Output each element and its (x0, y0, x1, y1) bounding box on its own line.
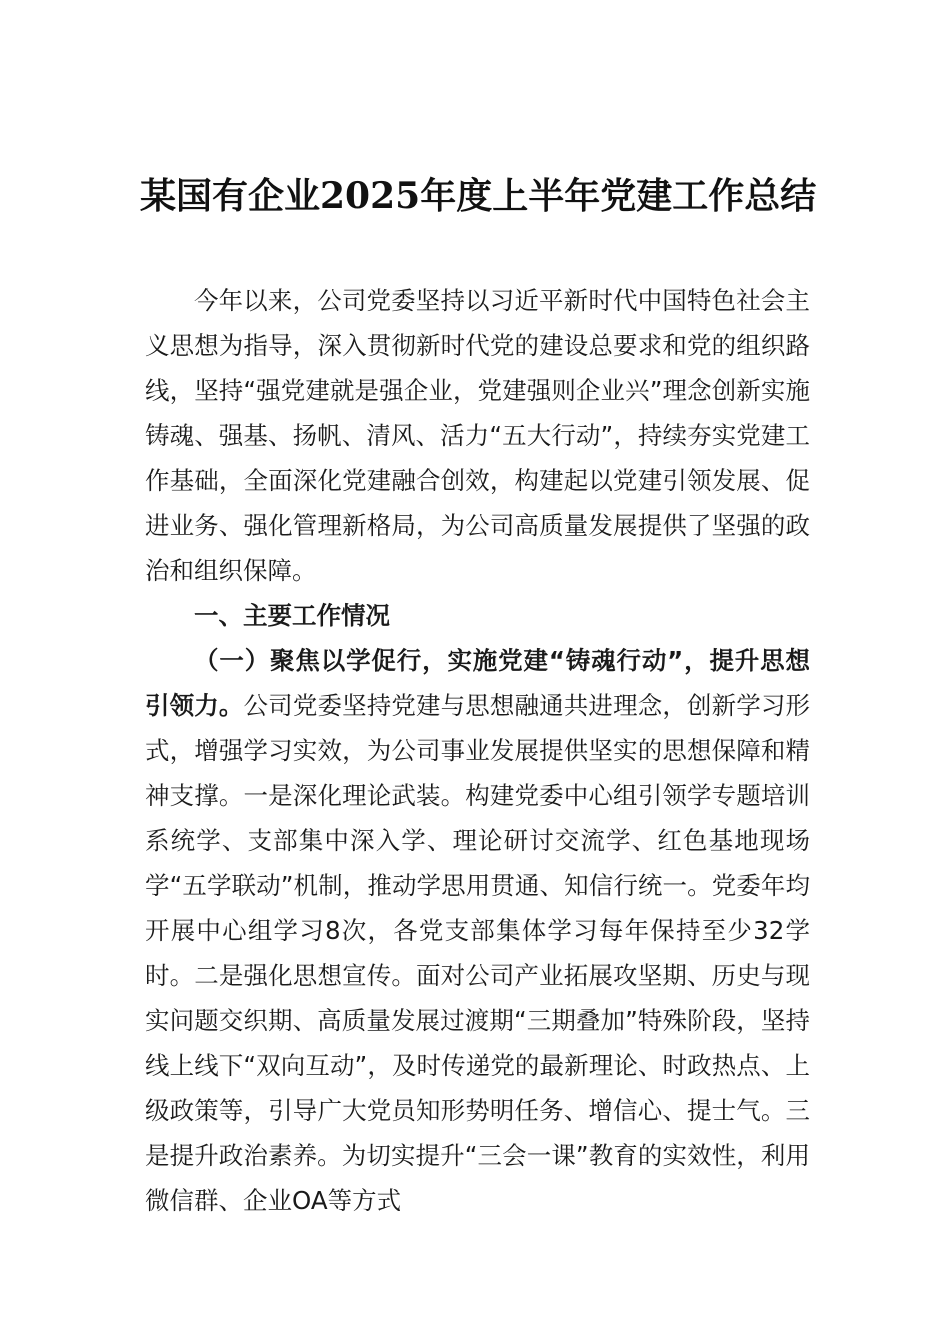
document-title: 某国有企业2025年度上半年党建工作总结 (140, 175, 817, 217)
section-item-body: 公司党委坚持党建与思想融通共进理念，创新学习形式，增强学习实效，为公司事业发展提供坚实的思想保障和精神支撑。一是深化理论武装。构建党委中心组引领学专题培训系统学、支部集中深入学、理论研讨交流学、红色基地现场学“五学联动”机制，推动学思用贯通、知信行统一。党委年均开展中心组学习8次，各党支部集体学习每年保持至少32学时。二是强化思想宣传。面对公司产业拓展攻坚期、历史与现实问题交织期、高质量发展过渡期“三期叠加”特殊阶段，坚持线上线下“双向互动”，及时传递党的最新理论、时政热点、上级政策等，引导广大党员知形势明任务、增信心、提士气。三是提升政治素养。为切实提升“三会一课”教育的实效性，利用微信群、企业OA等方式 (145, 691, 811, 1215)
document-body (145, 278, 810, 1223)
section-heading: 一、主要工作情况 (194, 601, 390, 630)
section-item-lead: （一）聚焦以学促行，实施党建“铸魂行动”，提升思想引领力。 (145, 646, 810, 720)
section-item-paragraph (145, 638, 810, 1223)
intro-paragraph: 今年以来，公司党委坚持以习近平新时代中国特色社会主义思想为指导，深入贯彻新时代党的建设总要求和党的组织路线，坚持“强党建就是强企业，党建强则企业兴”理念创新实施铸魂、强基、扬帆、清风、活力“五大行动”，持续夯实党建工作基础，全面深化党建融合创效，构建起以党建引领发展、促进业务、强化管理新格局，为公司高质量发展提供了坚强的政治和组织保障。 (145, 286, 810, 585)
